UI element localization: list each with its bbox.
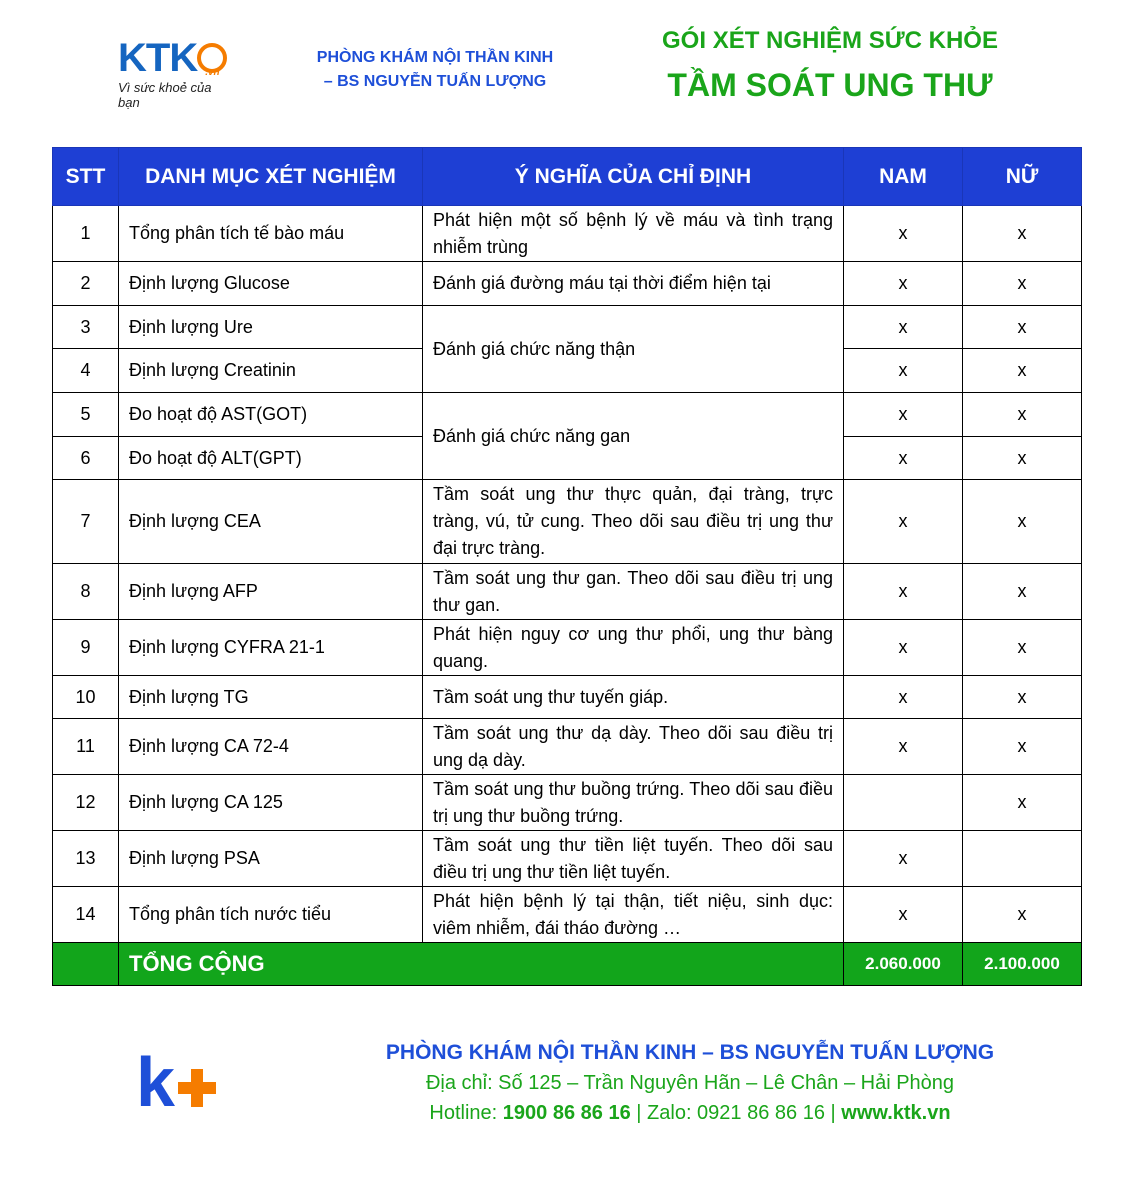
row-meaning: Tầm soát ung thư gan. Theo dõi sau điều trị ung thư gan. xyxy=(423,564,844,620)
row-stt: 4 xyxy=(53,349,119,393)
row-nu: x xyxy=(963,480,1082,564)
row-stt: 14 xyxy=(53,887,119,943)
row-meaning: Đánh giá chức năng gan xyxy=(423,393,844,480)
row-nam: x xyxy=(844,306,963,349)
row-stt: 3 xyxy=(53,306,119,349)
row-stt: 5 xyxy=(53,393,119,437)
plus-icon-vertical xyxy=(191,1069,203,1107)
row-nam: x xyxy=(844,262,963,306)
row-name: Định lượng Ure xyxy=(119,306,423,349)
footer-info xyxy=(330,1038,1050,1128)
row-nu: x xyxy=(963,564,1082,620)
row-name: Định lượng Glucose xyxy=(119,262,423,306)
test-table xyxy=(52,147,1082,986)
row-nu: x xyxy=(963,262,1082,306)
col-header-meaning: Ý NGHĨA CỦA CHỈ ĐỊNH xyxy=(423,148,844,206)
row-nu: x xyxy=(963,393,1082,437)
row-nam: x xyxy=(844,206,963,262)
row-stt: 10 xyxy=(53,676,119,719)
row-nam: x xyxy=(844,887,963,943)
row-nu: x xyxy=(963,620,1082,676)
package-subtitle: GÓI XÉT NGHIỆM SỨC KHỎE xyxy=(662,27,998,54)
table-row xyxy=(53,564,1082,620)
row-nam: x xyxy=(844,676,963,719)
row-stt: 7 xyxy=(53,480,119,564)
kplus-logo xyxy=(136,1043,220,1121)
logo-domain: .vn xyxy=(205,67,220,78)
total-nam: 2.060.000 xyxy=(844,943,963,986)
table-row xyxy=(53,620,1082,676)
row-nu: x xyxy=(963,349,1082,393)
clinic-header xyxy=(302,46,568,94)
row-name: Tổng phân tích nước tiểu xyxy=(119,887,423,943)
row-stt: 12 xyxy=(53,775,119,831)
row-nu: x xyxy=(963,206,1082,262)
clinic-line2: – BS NGUYỄN TUẤN LƯỢNG xyxy=(323,73,547,90)
row-meaning: Phát hiện bệnh lý tại thận, tiết niệu, sinh dục: viêm nhiễm, đái tháo đường … xyxy=(423,887,844,943)
ktk-logo xyxy=(118,36,228,110)
row-stt: 2 xyxy=(53,262,119,306)
table-row xyxy=(53,306,1082,349)
footer-clinic-name: PHÒNG KHÁM NỘI THẦN KINH – BS NGUYỄN TUẤN LƯỢNG xyxy=(385,1041,995,1064)
separator: | xyxy=(636,1102,642,1124)
footer-address: Địa chỉ: Số 125 – Trần Nguyên Hãn – Lê Chân – Hải Phòng xyxy=(425,1072,955,1094)
table-row xyxy=(53,480,1082,564)
row-name: Định lượng CEA xyxy=(119,480,423,564)
row-name: Định lượng AFP xyxy=(119,564,423,620)
row-stt: 11 xyxy=(53,719,119,775)
row-name: Tổng phân tích tế bào máu xyxy=(119,206,423,262)
table-row xyxy=(53,887,1082,943)
table-row xyxy=(53,262,1082,306)
row-meaning: Phát hiện nguy cơ ung thư phổi, ung thư bàng quang. xyxy=(423,620,844,676)
row-nam: x xyxy=(844,437,963,480)
row-nu: x xyxy=(963,719,1082,775)
separator: | xyxy=(830,1102,836,1124)
row-name: Định lượng PSA xyxy=(119,831,423,887)
total-blank xyxy=(53,943,119,986)
table-row xyxy=(53,676,1082,719)
row-stt: 6 xyxy=(53,437,119,480)
package-title: TẦM SOÁT UNG THƯ xyxy=(667,67,993,103)
table-header-row xyxy=(53,148,1082,206)
col-header-stt: STT xyxy=(53,148,119,206)
table-row xyxy=(53,775,1082,831)
logo-circle-icon xyxy=(197,43,227,78)
row-nam: x xyxy=(844,393,963,437)
row-meaning: Phát hiện một số bệnh lý về máu và tình trạng nhiễm trùng xyxy=(423,206,844,262)
row-name: Đo hoạt độ AST(GOT) xyxy=(119,393,423,437)
row-name: Định lượng TG xyxy=(119,676,423,719)
row-name: Định lượng CA 72-4 xyxy=(119,719,423,775)
row-meaning: Tầm soát ung thư thực quản, đại tràng, trực tràng, vú, tử cung. Theo dõi sau điều trị ung thư đại trực tràng. xyxy=(423,480,844,564)
row-nu: x xyxy=(963,887,1082,943)
row-meaning: Tầm soát ung thư dạ dày. Theo dõi sau điều trị ung dạ dày. xyxy=(423,719,844,775)
row-nu: x xyxy=(963,775,1082,831)
row-nam: x xyxy=(844,620,963,676)
row-name: Định lượng CA 125 xyxy=(119,775,423,831)
row-nam: x xyxy=(844,564,963,620)
table-row xyxy=(53,206,1082,262)
total-nu: 2.100.000 xyxy=(963,943,1082,986)
logo-tagline: Vì sức khoẻ của bạn xyxy=(118,80,212,110)
row-nam: x xyxy=(844,831,963,887)
total-row xyxy=(53,943,1082,986)
row-meaning: Tầm soát ung thư tuyến giáp. xyxy=(423,676,844,719)
col-header-name: DANH MỤC XÉT NGHIỆM xyxy=(119,148,423,206)
table-row xyxy=(53,393,1082,437)
table-row xyxy=(53,719,1082,775)
row-nam: x xyxy=(844,480,963,564)
row-nam: x xyxy=(844,349,963,393)
row-meaning: Tầm soát ung thư tiền liệt tuyến. Theo dõi sau điều trị ung thư tiền liệt tuyến. xyxy=(423,831,844,887)
row-nu: x xyxy=(963,437,1082,480)
clinic-line1: PHÒNG KHÁM NỘI THẦN KINH xyxy=(316,49,554,66)
table-row xyxy=(53,831,1082,887)
row-nam: x xyxy=(844,719,963,775)
row-nu xyxy=(963,831,1082,887)
row-stt: 13 xyxy=(53,831,119,887)
row-nam xyxy=(844,775,963,831)
logo-text: KTK xyxy=(118,36,198,80)
kplus-letter: k xyxy=(136,1043,175,1121)
col-header-nu: NỮ xyxy=(963,148,1082,206)
row-meaning: Đánh giá chức năng thận xyxy=(423,306,844,393)
row-name: Đo hoạt độ ALT(GPT) xyxy=(119,437,423,480)
total-label: TỔNG CỘNG xyxy=(119,943,844,986)
hotline-label: Hotline: xyxy=(429,1102,498,1124)
row-meaning: Đánh giá đường máu tại thời điểm hiện tại xyxy=(423,262,844,306)
hotline-number[interactable]: 1900 86 86 16 xyxy=(502,1102,631,1124)
row-nu: x xyxy=(963,306,1082,349)
website-link[interactable]: www.ktk.vn xyxy=(841,1102,951,1124)
row-name: Định lượng CYFRA 21-1 xyxy=(119,620,423,676)
col-header-nam: NAM xyxy=(844,148,963,206)
row-nu: x xyxy=(963,676,1082,719)
row-meaning: Tầm soát ung thư buồng trứng. Theo dõi sau điều trị ung thư buồng trứng. xyxy=(423,775,844,831)
row-stt: 9 xyxy=(53,620,119,676)
row-stt: 1 xyxy=(53,206,119,262)
row-stt: 8 xyxy=(53,564,119,620)
package-title-block xyxy=(620,24,1040,108)
footer-contacts xyxy=(330,1098,1050,1128)
row-name: Định lượng Creatinin xyxy=(119,349,423,393)
zalo-contact[interactable]: Zalo: 0921 86 86 16 xyxy=(647,1102,825,1124)
